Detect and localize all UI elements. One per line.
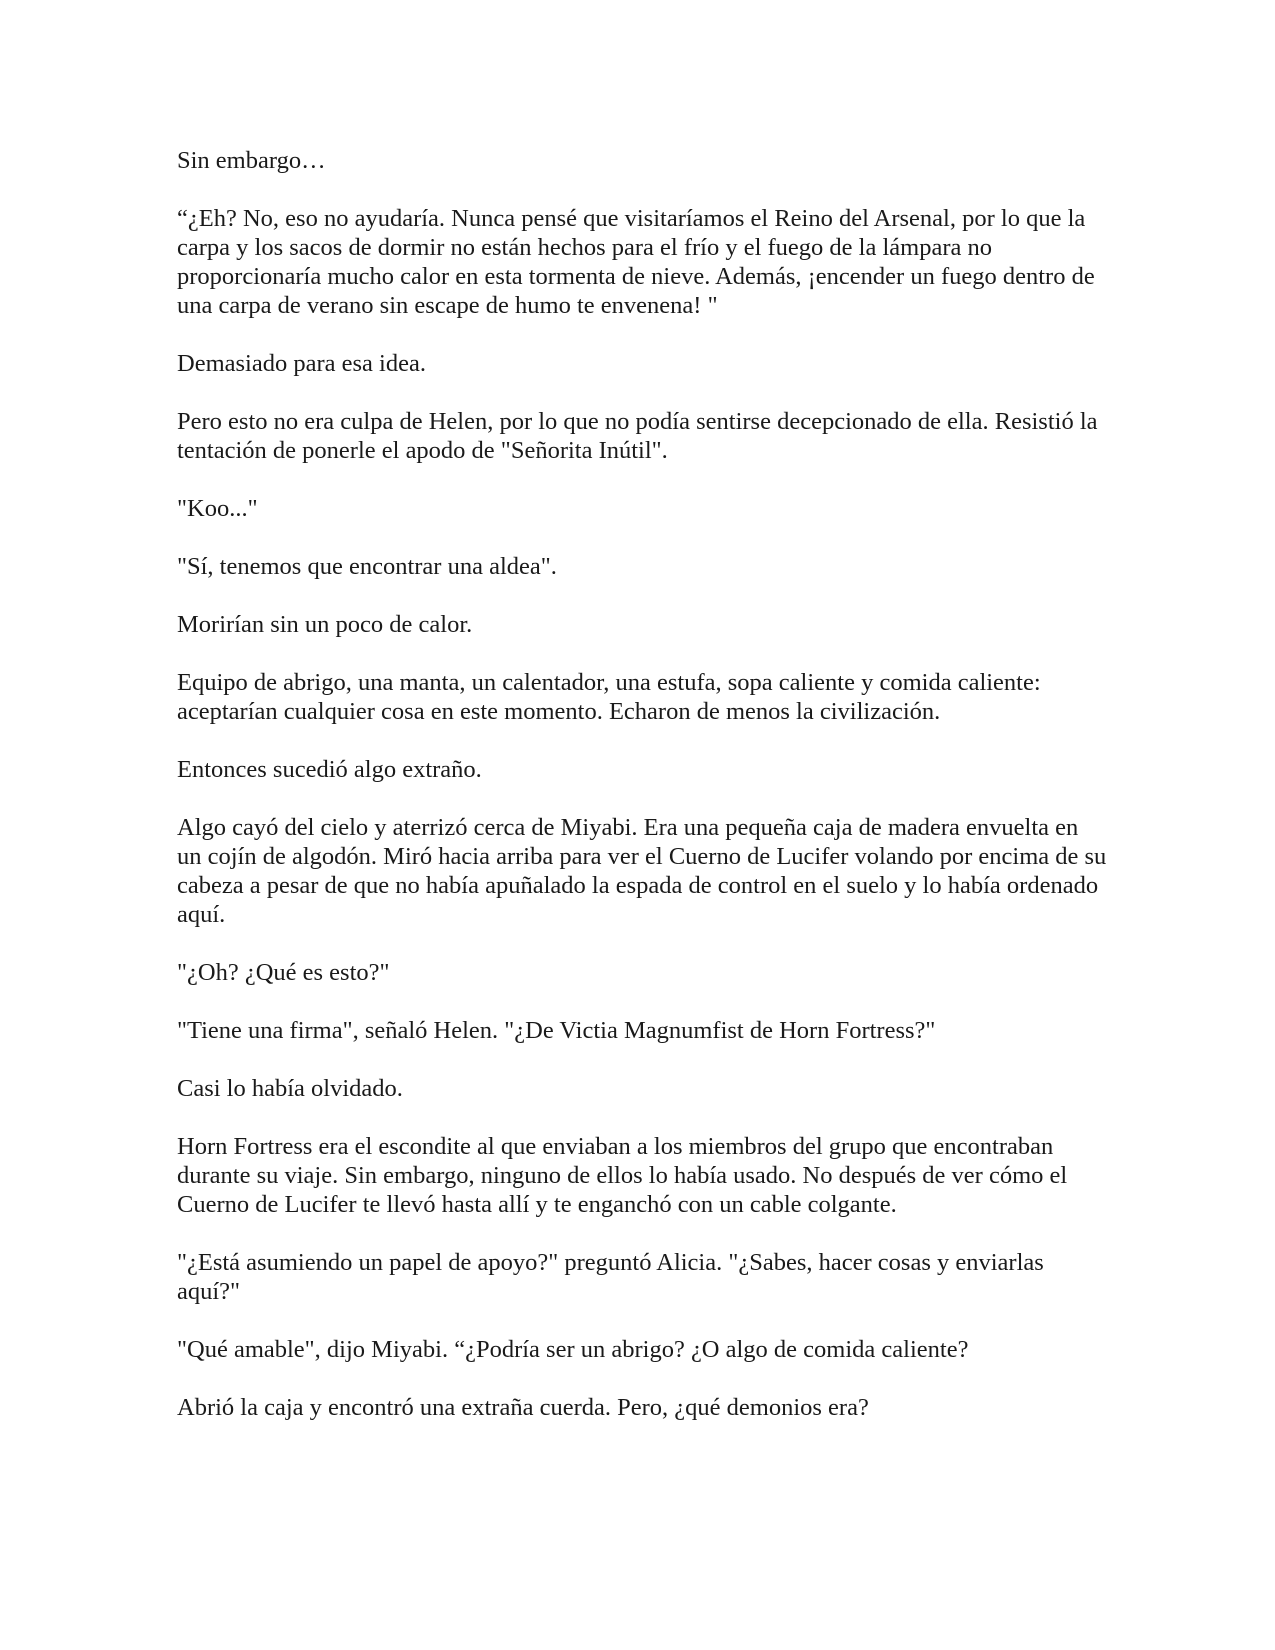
- paragraph: Entonces sucedió algo extraño.: [177, 756, 482, 783]
- paragraph: "¿Está asumiendo un papel de apoyo?" preguntó Alicia. "¿Sabes, hacer cosas y enviarlas aquí?": [177, 1249, 1044, 1305]
- paragraph: "Koo...": [177, 495, 258, 522]
- paragraph: Demasiado para esa idea.: [177, 350, 426, 377]
- paragraph: Horn Fortress era el escondite al que enviaban a los miembros del grupo que encontraban durante su viaje. Sin embargo, ninguno de ellos lo había usado. No después de ver cómo el Cuerno de Lucifer te llevó hasta allí y te enganchó con un cable colgante.: [177, 1133, 1068, 1218]
- paragraph: Abrió la caja y encontró una extraña cuerda. Pero, ¿qué demonios era?: [177, 1394, 869, 1421]
- paragraph: Pero esto no era culpa de Helen, por lo que no podía sentirse decepcionado de ella. Resistió la tentación de ponerle el apodo de "Señorita Inútil".: [177, 408, 1098, 464]
- paragraph: "Sí, tenemos que encontrar una aldea".: [177, 553, 557, 580]
- paragraph: Equipo de abrigo, una manta, un calentador, una estufa, sopa caliente y comida caliente: aceptarían cualquier cosa en este momento. Echaron de menos la civilización.: [177, 669, 1041, 725]
- paragraph: "¿Oh? ¿Qué es esto?": [177, 959, 390, 986]
- paragraph: Morirían sin un poco de calor.: [177, 611, 473, 638]
- paragraph: "Qué amable", dijo Miyabi. “¿Podría ser un abrigo? ¿O algo de comida caliente?: [177, 1336, 969, 1363]
- paragraph: Casi lo había olvidado.: [177, 1075, 403, 1102]
- document-body: [177, 146, 1107, 1451]
- paragraph: Algo cayó del cielo y aterrizó cerca de Miyabi. Era una pequeña caja de madera envuelta en un cojín de algodón. Miró hacia arriba para ver el Cuerno de Lucifer volando por encima de su cabeza a pesar de que no había apuñalado la espada de control en el suelo y lo había ordenado aquí.: [177, 814, 1107, 928]
- paragraph: “¿Eh? No, eso no ayudaría. Nunca pensé que visitaríamos el Reino del Arsenal, por lo que la carpa y los sacos de dormir no están hechos para el frío y el fuego de la lámpara no proporcionaría mucho calor en esta tormenta de nieve. Además, ¡encender un fuego dentro de una carpa de verano sin escape de humo te envenena! ": [177, 205, 1095, 319]
- paragraph: "Tiene una firma", señaló Helen. "¿De Victia Magnumfist de Horn Fortress?": [177, 1017, 936, 1044]
- paragraph: Sin embargo…: [177, 147, 326, 174]
